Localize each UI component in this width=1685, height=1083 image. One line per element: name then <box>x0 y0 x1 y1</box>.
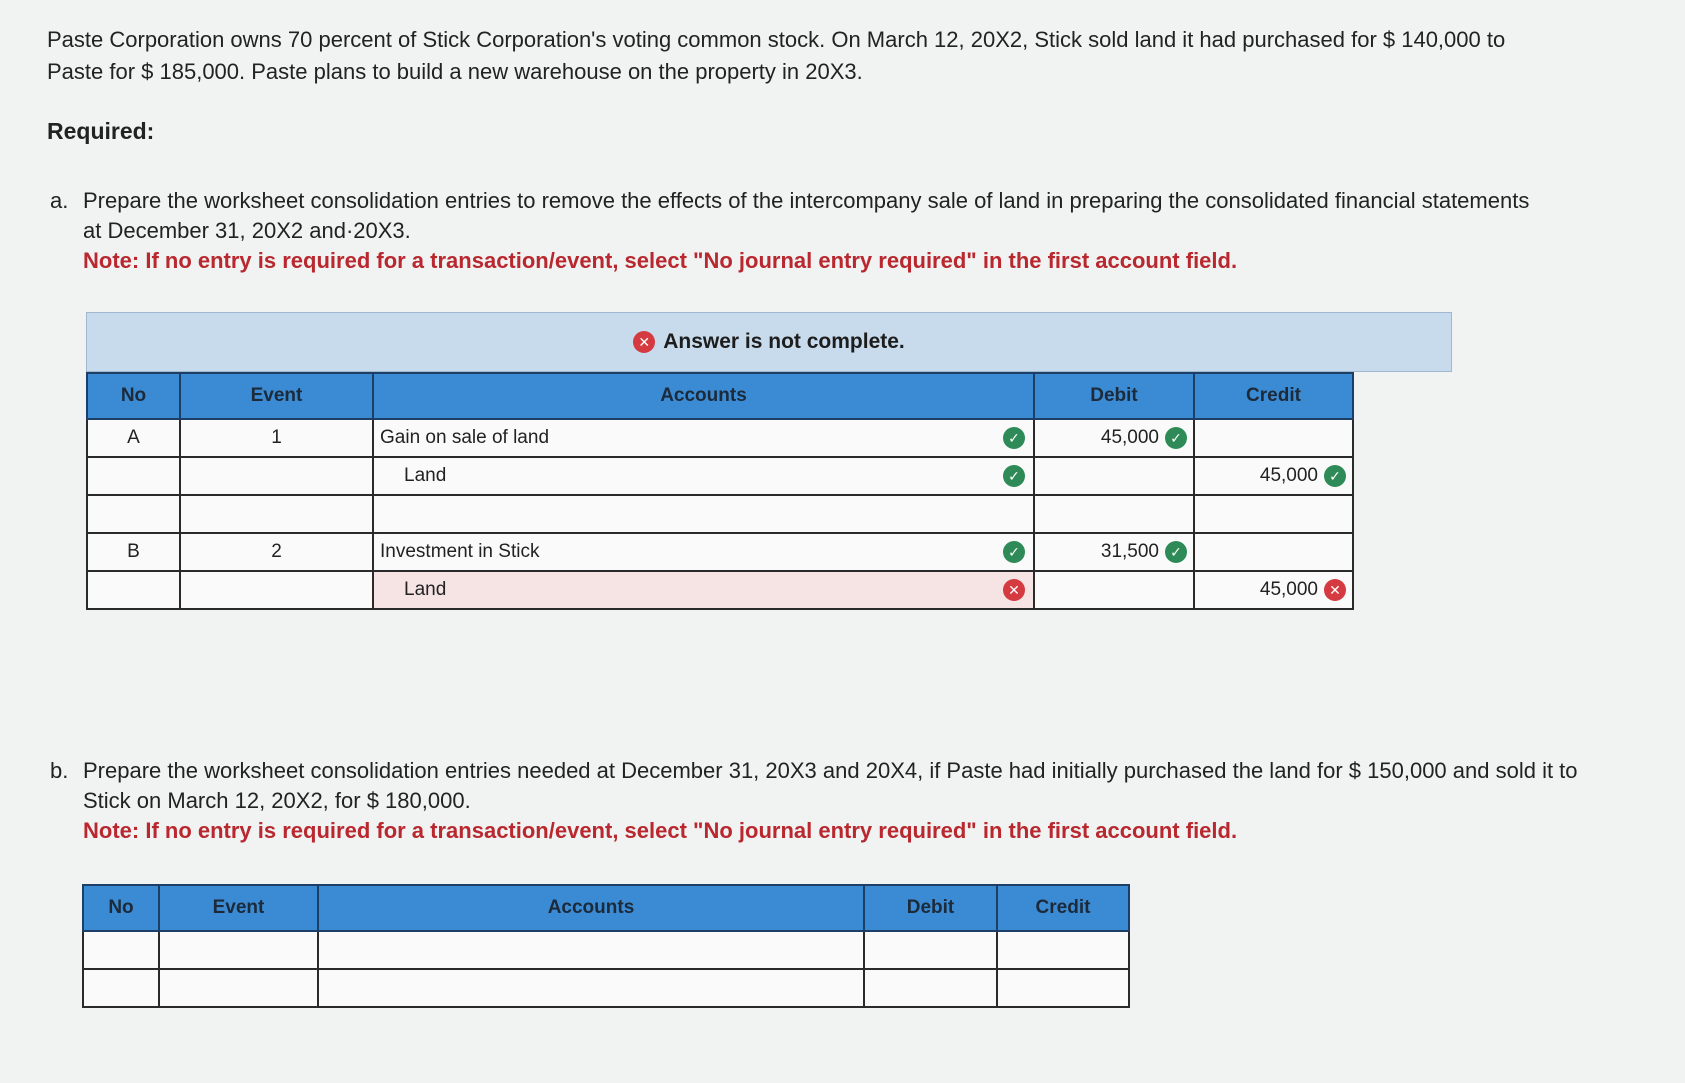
credit-input[interactable] <box>997 969 1129 1007</box>
credit-input[interactable] <box>1194 457 1353 495</box>
row-event[interactable] <box>159 931 318 969</box>
account-select[interactable] <box>373 533 1034 571</box>
account-value: Land <box>404 579 447 600</box>
account-select[interactable] <box>373 571 1034 609</box>
col-header-event: Event <box>180 373 373 419</box>
check-circle-icon: ✓ <box>1165 427 1187 449</box>
x-circle-icon: ✕ <box>1324 579 1346 601</box>
journal-table-a <box>86 372 1354 610</box>
credit-input[interactable] <box>1194 571 1353 609</box>
col-header-accounts: Accounts <box>318 885 864 931</box>
row-no <box>83 969 159 1007</box>
row-event[interactable] <box>180 571 373 609</box>
account-value: Investment in Stick <box>380 541 540 562</box>
row-no <box>87 457 180 495</box>
answer-status-text: Answer is not complete. <box>663 330 905 353</box>
account-select[interactable] <box>373 495 1034 533</box>
journal-table-b <box>82 884 1130 1008</box>
debit-input[interactable] <box>864 931 997 969</box>
account-select[interactable] <box>373 419 1034 457</box>
required-label: Required: <box>47 118 155 144</box>
col-header-debit: Debit <box>864 885 997 931</box>
col-header-no: No <box>87 373 180 419</box>
table-row <box>87 571 1353 609</box>
account-select[interactable] <box>318 931 864 969</box>
debit-value: 45,000 <box>1100 427 1159 448</box>
table-row <box>83 969 1129 1007</box>
part-b-text: Prepare the worksheet consolidation entries needed at December 31, 20X3 and 20X4, if Paste had initially purchased the land for $ 150,000 and sold it to Stick on March 12, 20X2, for $ 180,000. <box>83 758 1578 813</box>
credit-value: 45,000 <box>1259 465 1318 486</box>
answer-status-banner <box>86 312 1452 372</box>
row-no <box>87 571 180 609</box>
debit-input[interactable] <box>1034 495 1194 533</box>
credit-input[interactable] <box>1194 533 1353 571</box>
debit-input[interactable] <box>1034 457 1194 495</box>
problem-text: Paste Corporation owns 70 percent of Stick Corporation's voting common stock. On March 12, 20X2, Stick sold land it had purchased for $ 140,000 to Paste for $ 185,000. Paste plans to build a new warehouse on the property in 20X3. <box>47 27 1506 84</box>
row-event[interactable]: 1 <box>180 419 373 457</box>
check-circle-icon: ✓ <box>1003 427 1025 449</box>
account-value: Land <box>404 465 447 486</box>
credit-input[interactable] <box>1194 419 1353 457</box>
debit-input[interactable] <box>1034 533 1194 571</box>
col-header-debit: Debit <box>1034 373 1194 419</box>
account-value: Gain on sale of land <box>380 427 550 448</box>
debit-input[interactable] <box>1034 419 1194 457</box>
credit-value: 45,000 <box>1259 579 1318 600</box>
account-select[interactable] <box>318 969 864 1007</box>
table-row <box>87 495 1353 533</box>
col-header-credit: Credit <box>997 885 1129 931</box>
row-event[interactable] <box>159 969 318 1007</box>
col-header-accounts: Accounts <box>373 373 1034 419</box>
debit-input[interactable] <box>864 969 997 1007</box>
part-b-note: Note: If no entry is required for a transaction/event, select "No journal entry required" in the first account field. <box>83 818 1238 843</box>
part-a-note: Note: If no entry is required for a transaction/event, select "No journal entry required" in the first account field. <box>83 248 1238 273</box>
table-row <box>87 457 1353 495</box>
debit-value: 31,500 <box>1100 541 1159 562</box>
debit-input[interactable] <box>1034 571 1194 609</box>
check-circle-icon: ✓ <box>1165 541 1187 563</box>
table-row <box>87 419 1353 457</box>
col-header-no: No <box>83 885 159 931</box>
check-circle-icon: ✓ <box>1003 465 1025 487</box>
part-b-label: b. <box>50 758 69 783</box>
part-a <box>50 186 1550 276</box>
row-no: A <box>87 419 180 457</box>
col-header-credit: Credit <box>1194 373 1353 419</box>
check-circle-icon: ✓ <box>1003 541 1025 563</box>
row-no <box>83 931 159 969</box>
part-a-text: Prepare the worksheet consolidation entries to remove the effects of the intercompany sale of land in preparing the consolidated financial statements at December 31, 20X2 and·20X3. <box>83 188 1530 243</box>
x-circle-icon: ✕ <box>1003 579 1025 601</box>
credit-input[interactable] <box>997 931 1129 969</box>
table-row <box>83 931 1129 969</box>
row-no <box>87 495 180 533</box>
part-a-label: a. <box>50 188 69 213</box>
check-circle-icon: ✓ <box>1324 465 1346 487</box>
account-select[interactable] <box>373 457 1034 495</box>
col-header-event: Event <box>159 885 318 931</box>
x-circle-icon: ✕ <box>633 331 655 353</box>
row-event[interactable]: 2 <box>180 533 373 571</box>
part-b <box>50 756 1590 846</box>
row-event[interactable] <box>180 495 373 533</box>
table-row <box>87 533 1353 571</box>
credit-input[interactable] <box>1194 495 1353 533</box>
row-no: B <box>87 533 180 571</box>
row-event[interactable] <box>180 457 373 495</box>
